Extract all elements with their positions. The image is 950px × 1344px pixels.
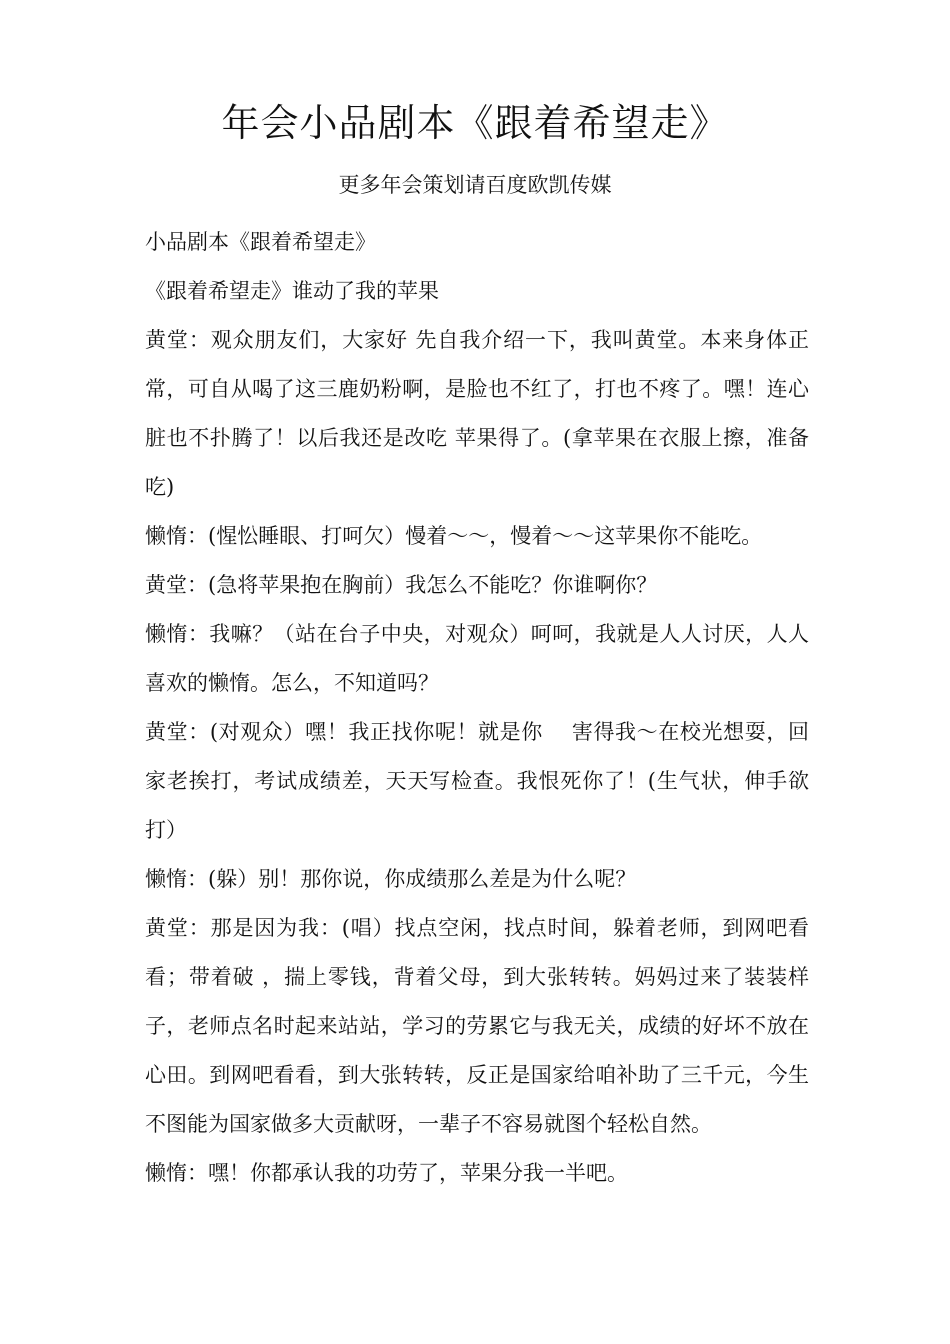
paragraph-dialogue: 黄堂：观众朋友们，大家好 先自我介绍一下，我叫黄堂。本来身体正常，可自从喝了这三鹿奶粉啊，是脸也不红了，打也不疼了。嘿！连心脏也不扑腾了！以后我还是改吃 苹果得了。(拿苹果在衣服上擦，准备吃) — [145, 328, 809, 499]
document-title: 年会小品剧本《跟着希望走》 — [221, 101, 729, 145]
paragraph-dialogue: 懒惰：(躲）别！那你说，你成绩那么差是为什么呢？ — [145, 867, 637, 891]
document-body — [145, 218, 809, 1198]
paragraph-dialogue: 懒惰：嘿！你都承认我的功劳了，苹果分我一半吧。 — [145, 1161, 628, 1185]
document-subtitle: 更多年会策划请百度欧凯传媒 — [338, 173, 612, 197]
paragraph-dialogue: 黄堂：(对观众）嘿！我正找你呢！就是你 害得我～在校光想耍，回家老挨打，考试成绩差，天天写检查。我恨死你了！(生气状，伸手欲打） — [145, 720, 809, 842]
paragraph-dialogue: 黄堂：(急将苹果抱在胸前）我怎么不能吃？你谁啊你？ — [145, 573, 658, 597]
paragraph-dialogue: 懒惰：我嘛？（站在台子中央，对观众）呵呵，我就是人人讨厌，人人喜欢的懒惰。怎么，不知道吗？ — [145, 622, 809, 695]
paragraph-script-title: 小品剧本《跟着希望走》 — [145, 230, 376, 254]
paragraph-subtitle-line: 《跟着希望走》谁动了我的苹果 — [145, 279, 439, 303]
paragraph-dialogue: 懒惰：(惺忪睡眼、打呵欠）慢着～～，慢着～～这苹果你不能吃。 — [145, 524, 763, 548]
paragraph-dialogue: 黄堂：那是因为我：(唱）找点空闲，找点时间，躲着老师，到网吧看看；带着破 ，揣上零钱，背着父母，到大张转转。妈妈过来了装装样子，老师点名时起来站站，学习的劳累它与我无关，成绩的好坏不放在心田。到网吧看看，到大张转转，反正是国家给咱补助了三千元，今生不图能为国家做多大贡献呀，一辈子不容易就图个轻松自然。 — [145, 916, 809, 1136]
